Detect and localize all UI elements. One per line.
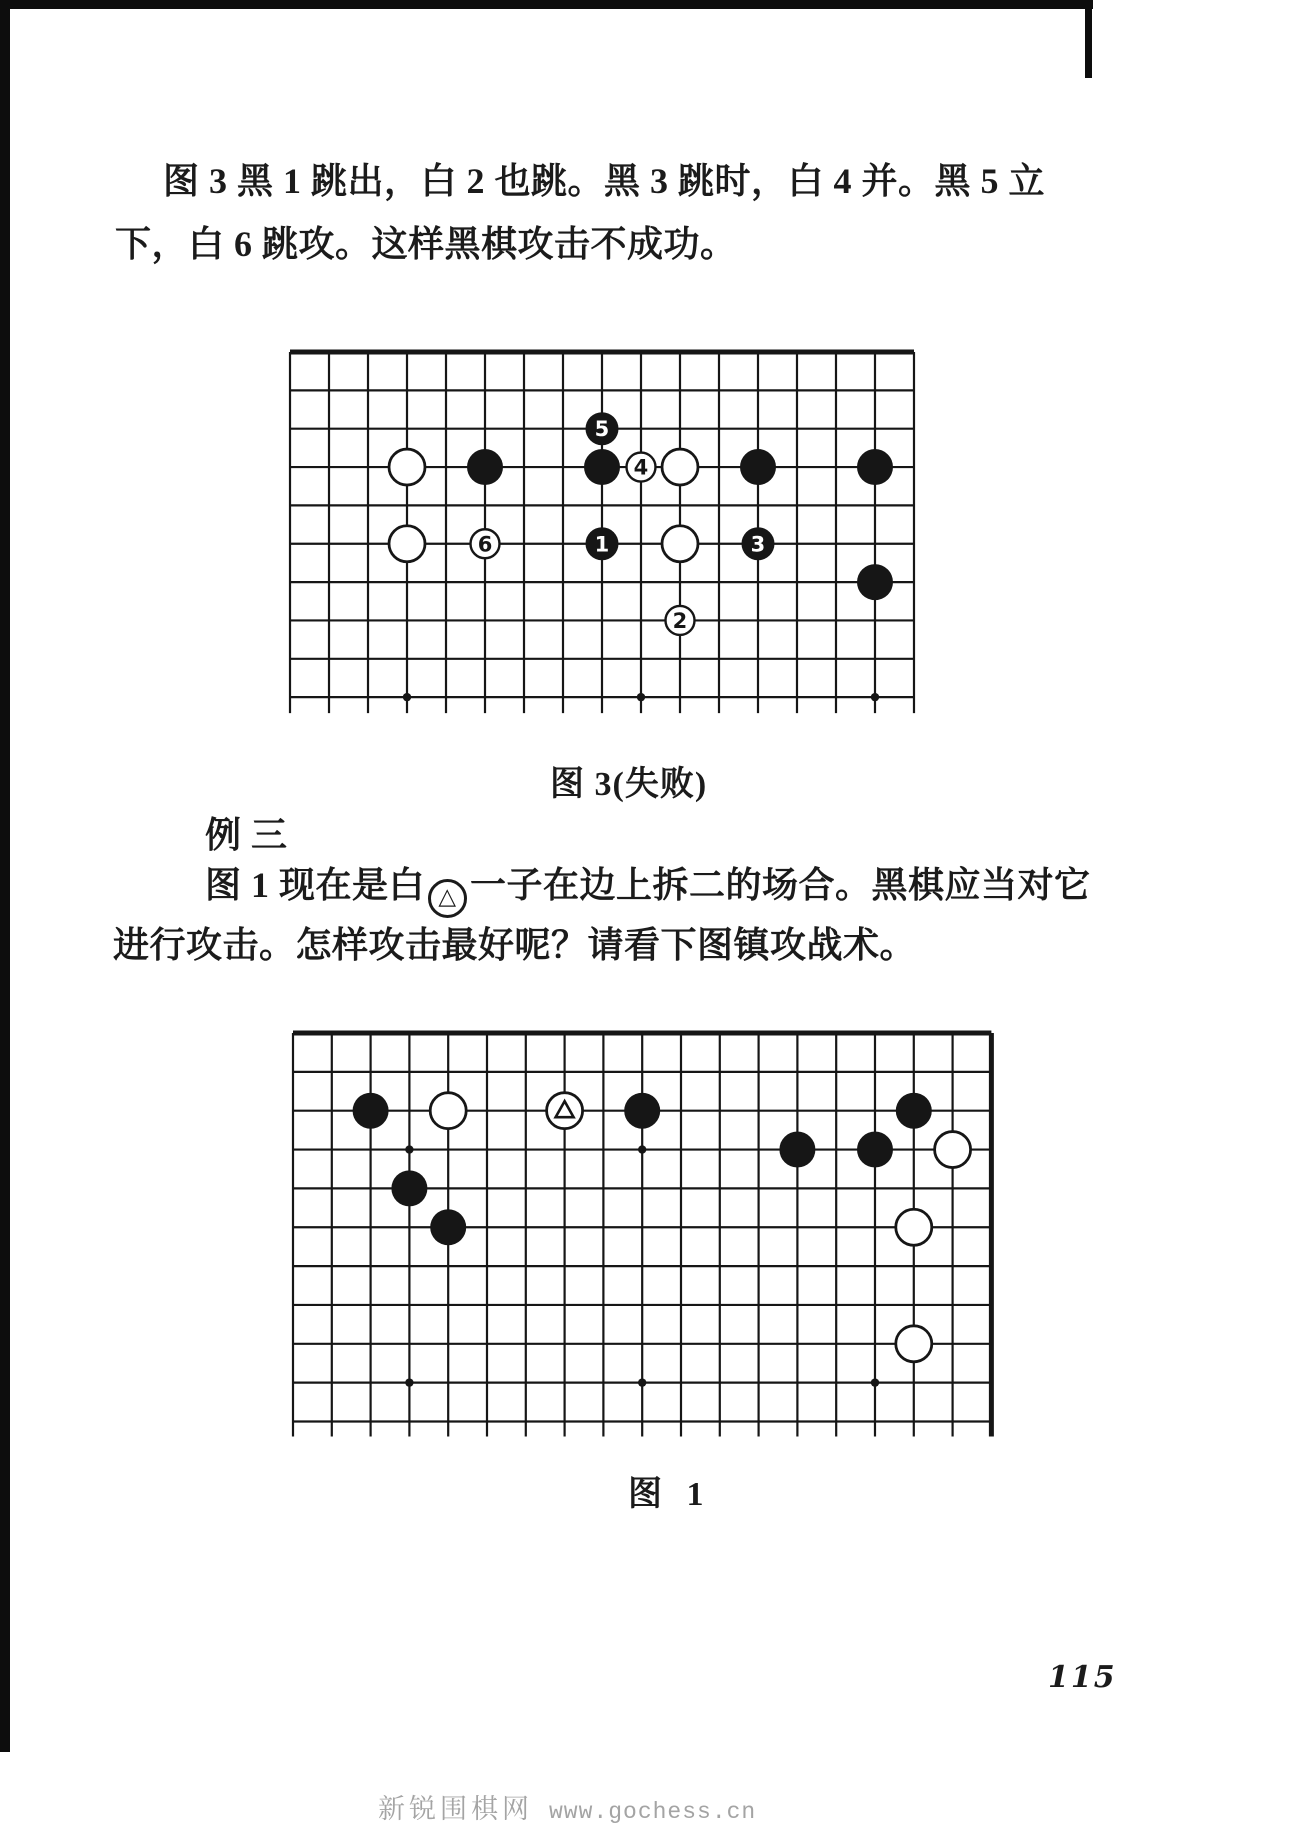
svg-text:4: 4 [633,455,649,480]
go-board-figure-1 [287,1027,997,1443]
white-stone [662,449,698,485]
svg-text:2: 2 [672,609,688,634]
star-point [405,1145,413,1153]
black-stone [740,449,776,485]
white-stone [896,1209,932,1245]
paragraph-fig1-line1-before: 图 1 现在是白 [205,865,426,905]
scan-border-top [0,0,1093,9]
watermark-url: www.gochess.cn [549,1799,757,1825]
black-stone [391,1170,427,1206]
go-board-figure-3 [284,346,920,719]
paragraph-fig1-line1-after: 一子在边上拆二的场合。黑棋应当对它 [470,865,1091,905]
white-stone [896,1326,932,1362]
watermark [378,1787,756,1826]
black-stone [896,1093,932,1129]
white-stone-4 [626,453,655,482]
paragraph-fig3-line1: 图 3 黑 1 跳出，白 2 也跳。黑 3 跳时，白 4 并。黑 5 立 [163,161,1046,201]
svg-text:1: 1 [594,532,610,557]
svg-text:3: 3 [750,532,766,557]
star-point [871,693,879,701]
scan-border-left [0,0,10,1752]
black-stone-3 [741,527,774,560]
star-point [637,693,645,701]
star-point [638,1378,646,1386]
caption-fig3: 图 3(失败) [550,766,708,803]
white-stone [662,526,698,562]
scan-border-right-stub [1085,0,1092,78]
black-stone-5 [586,412,619,445]
svg-text:5: 5 [594,417,610,442]
svg-text:6: 6 [477,532,493,557]
black-stone [584,449,620,485]
black-stone [624,1093,660,1129]
white-stone [389,449,425,485]
star-point [638,1145,646,1153]
white-stone-2 [665,606,694,635]
black-stone [467,449,503,485]
white-stone [935,1132,971,1168]
star-point [871,1378,879,1386]
black-stone [430,1209,466,1245]
black-stone [857,564,893,600]
star-point [403,693,411,701]
black-stone [857,1132,893,1168]
white-stone-marked [547,1093,583,1129]
paragraph-fig3-line2: 下，白 6 跳攻。这样黑棋攻击不成功。 [115,224,737,264]
black-stone [353,1093,389,1129]
star-point [405,1378,413,1386]
white-stone [430,1093,466,1129]
black-stone-1 [586,527,619,560]
paragraph-fig1-line1 [205,864,1091,918]
section-label: 例 三 [205,815,288,855]
black-stone [857,449,893,485]
page-number: 115 [1048,1660,1117,1695]
white-stone-6 [471,529,500,558]
white-stone [389,526,425,562]
watermark-site-name: 新锐围棋网 [378,1794,533,1824]
caption-fig1: 图 1 [628,1476,712,1513]
black-stone [779,1132,815,1168]
triangle-marked-white-stone-icon: △ [428,879,467,918]
paragraph-fig1-line2: 进行攻击。怎样攻击最好呢？请看下图镇攻战术。 [113,925,917,965]
